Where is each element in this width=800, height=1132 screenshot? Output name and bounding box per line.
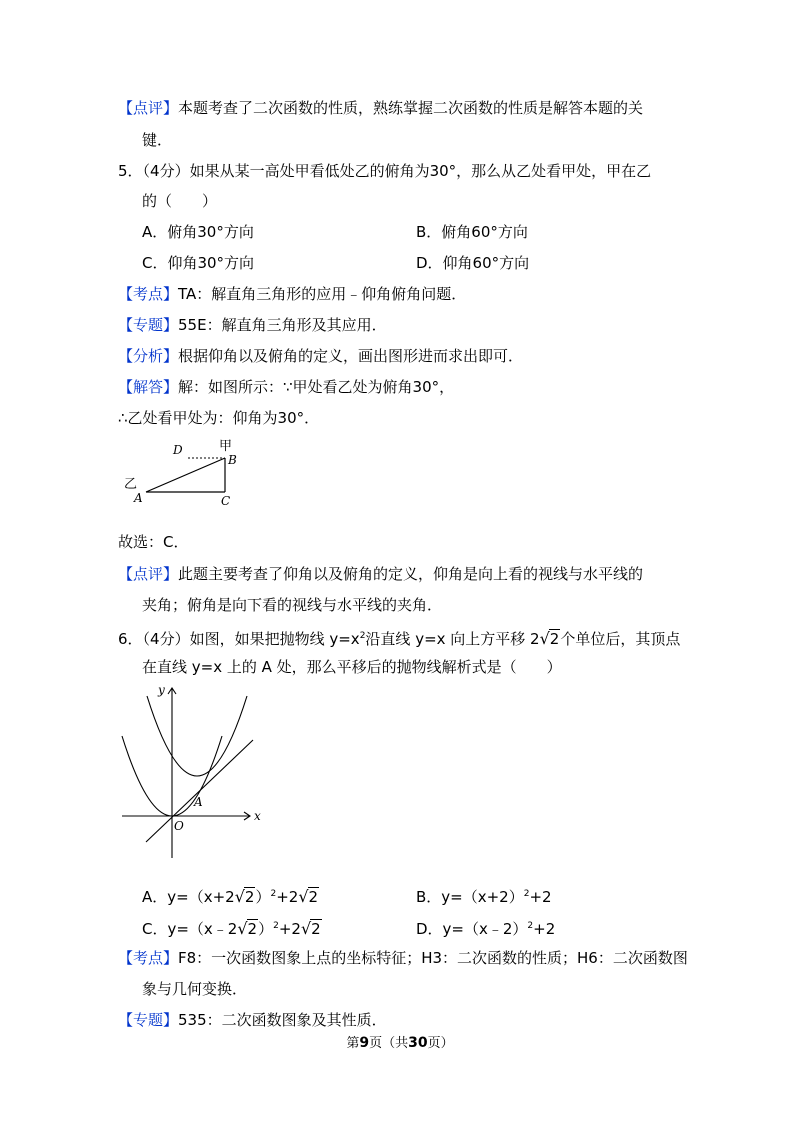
q6-option-a: A．$y=(x+2√2)^2+2√2$ [142,887,319,906]
q5-option-d: D．仰角60°方向 [416,254,530,272]
q5-review: 【点评】此题主要考查了仰角以及俯角的定义，仰角是向上看的视线与水平线的 [118,565,644,583]
q6-stem-2: 在直线 y=x 上的 A 处，那么平移后的抛物线解析式是（ ） [142,658,562,676]
q5-analysis: 【分析】根据仰角以及俯角的定义，画出图形进而求出即可． [118,347,524,365]
q5-answer: 故选：C． [118,533,189,551]
q6-knowledge-point: 【考点】F8：一次函数图象上点的坐标特征；H3：二次函数的性质；H6：二次函数图 [118,949,688,967]
q5-stem: 5．（4分）如果从某一高处甲看低处乙的俯角为30°，那么从乙处看甲处，甲在乙 [118,162,652,180]
q5-option-b: B．俯角60°方向 [416,223,528,241]
label-a: A [134,491,143,505]
q5-topic: 【专题】55E：解直角三角形及其应用． [118,316,387,334]
q6-option-b: B．$y=(x+2)^2+2$ [416,888,552,906]
q5-review-2: 夹角；俯角是向下看的视线与水平线的夹角． [142,596,443,614]
q5-option-a: A．俯角30°方向 [142,223,254,241]
q6-knowledge-point-2: 象与几何变换． [142,980,248,998]
label-b: B [228,453,237,467]
sqrt-symbol: √2 [539,629,560,648]
q5-knowledge-point: 【考点】TA：解直角三角形的应用﹣仰角俯角问题． [118,285,467,303]
q5-triangle-figure [118,436,248,508]
label-d: D [173,443,183,457]
label-x: x [254,809,261,823]
label-o: O [174,819,184,833]
q5-option-c: C．仰角30°方向 [142,254,255,272]
label-y: y [158,683,165,697]
label-yi: 乙 [124,477,138,492]
q6-option-c: C．y=（x﹣2√2）$^2$+2√2 [142,919,321,938]
label-c: C [221,494,231,508]
page-footer: 第9页（共30页） [346,1035,454,1051]
q5-solution: 【解答】解：如图所示：∵甲处看乙处为俯角30°， [118,378,455,396]
review-line-2: 键． [142,131,173,149]
q6-stem: 6．（4分）如图，如果把抛物线 $y=x^2$沿直线 y=x 向上方平移 2√2个单位后，其顶点 [118,629,681,648]
label-a: A [194,795,203,809]
q6-option-d: D．y=（x﹣2）$^2$+2 [416,920,556,938]
q6-topic: 【专题】535：二次函数图象及其性质． [118,1011,387,1029]
review-line: 【点评】本题考查了二次函数的性质，熟练掌握二次函数的性质是解答本题的关 [118,99,644,117]
q5-solution-2: ∴乙处看甲处为：仰角为30°． [118,409,320,427]
q5-stem-2: 的（ ） [142,192,218,210]
label-jia: 甲 [219,439,233,454]
q6-parabola-figure [118,680,268,862]
